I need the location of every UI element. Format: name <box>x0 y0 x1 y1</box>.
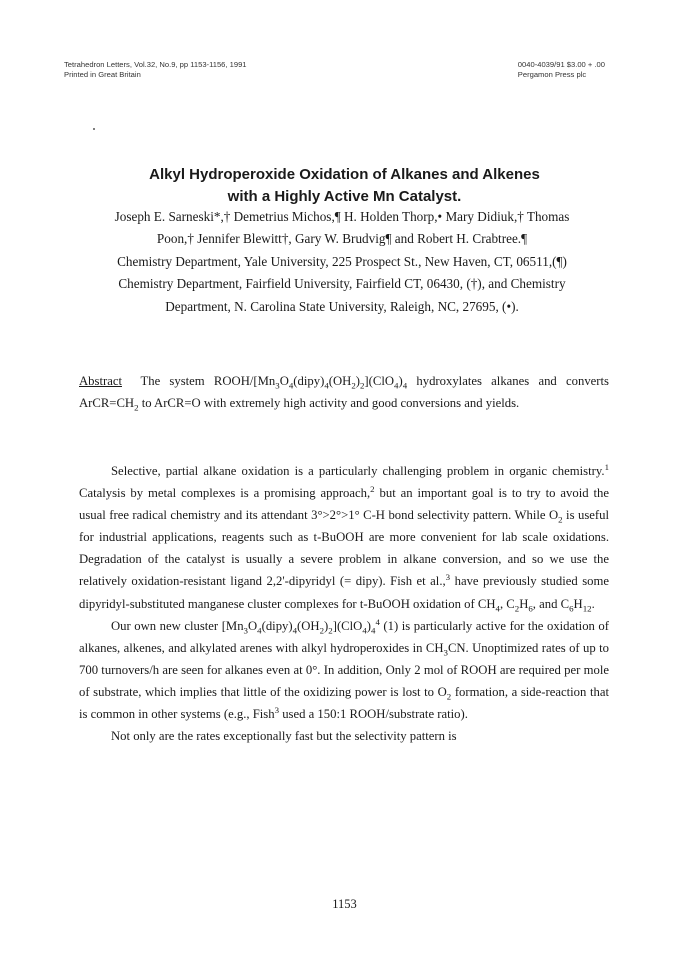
subscript: 3 <box>443 647 448 658</box>
abstract-text: The system ROOH/[Mn <box>140 374 276 388</box>
abstract-text: ) <box>355 374 360 388</box>
text-run: have previously studied some dipyridyl-substituted manganese cluster complexes for t-BuOOH oxidation of CH <box>79 574 609 611</box>
abstract-text: (OH <box>328 374 352 388</box>
text-run: CN. Unoptimized rates of up to 700 turnovers/h are seen for alkanes even at 0°. In addition, Only 2 mol of ROOH are required per mole of substrate, which implies that little of the oxidizing power is lost to O <box>79 640 609 699</box>
abstract-text: O <box>279 374 289 388</box>
subscript: 12 <box>582 603 592 614</box>
text-run: ) <box>366 618 371 633</box>
text-run: , and C <box>532 596 570 611</box>
text-run: Not only are the rates exceptionally fast but the selectivity pattern is <box>111 729 457 744</box>
subscript: 4 <box>402 380 408 391</box>
author-line-2: Poon,† Jennifer Blewitt†, Gary W. Brudvig¶ and Robert H. Crabtree.¶ <box>156 231 528 247</box>
subscript: 4 <box>292 625 298 636</box>
paragraph <box>79 615 609 725</box>
subscript: 6 <box>569 603 574 614</box>
subscript: 4 <box>288 380 294 391</box>
affiliation-1: Chemistry Department, Yale University, 225 Prospect St., New Haven, CT, 06511,(¶) <box>117 253 567 269</box>
abstract-text: to ArCR=O with extremely high activity and good conversions and yields. <box>138 396 520 411</box>
reference-marker: 3 <box>445 572 451 583</box>
abstract-heading: Abstract <box>79 374 122 388</box>
reference-marker: 2 <box>370 483 375 494</box>
text-run: is particularly active for the oxidation of alkanes, alkenes, and alkylated arenes with alkyl hydroperoxides in CH <box>79 618 610 655</box>
text-run: but an important goal is to try to avoid the usual free radical chemistry and its attendant 3°>2°>1° C-H bond selectivity pattern. While O <box>79 486 609 523</box>
affiliation-3: Department, N. Carolina State University, Raleigh, NC, 27695, (•). <box>165 298 519 314</box>
reference-marker: 4 <box>375 616 380 627</box>
stray-mark <box>93 128 95 130</box>
subscript: 6 <box>528 603 533 614</box>
paragraph <box>79 460 609 615</box>
text-run: Our own new cluster [Mn <box>111 618 244 633</box>
reference-marker: 3 <box>274 704 280 715</box>
text-run: ](ClO <box>332 618 363 633</box>
text-run: , C <box>499 596 515 611</box>
text-run: . <box>591 596 595 611</box>
subscript: 4 <box>362 625 367 636</box>
abstract-text: hydroxylates alkanes and converts ArCR=CH <box>79 374 609 411</box>
subscript: 2 <box>351 380 356 391</box>
subscript: 4 <box>371 625 376 636</box>
text-run: Catalysis by metal complexes is a promising approach, <box>79 486 371 501</box>
subscript: 2 <box>558 514 563 525</box>
body-text <box>79 460 609 747</box>
printed-in-line: Printed in Great Britain <box>64 70 141 79</box>
reference-marker: 1 <box>604 461 609 472</box>
price-code <box>518 60 605 80</box>
author-line-1: Joseph E. Sarneski*,† Demetrius Michos,¶ H. Holden Thorp,• Mary Didiuk,† Thomas <box>114 209 570 224</box>
text-run: used a 150:1 ROOH/substrate ratio). <box>279 707 468 722</box>
abstract-text: (dipy) <box>293 374 325 388</box>
text-run: (OH <box>297 618 320 633</box>
text-run: ) <box>324 618 329 633</box>
abstract <box>79 370 609 415</box>
subscript: 2 <box>359 380 365 391</box>
subscript: 2 <box>328 625 333 636</box>
publisher-line: Pergamon Press plc <box>517 70 587 79</box>
subscript: 4 <box>257 625 262 636</box>
subscript: 2 <box>446 691 452 702</box>
subscript: 4 <box>495 603 500 614</box>
abstract-text: ](ClO <box>364 374 395 388</box>
subscript: 3 <box>243 625 248 636</box>
author-block <box>72 206 612 318</box>
paragraph <box>79 725 609 747</box>
text-run: formation, a side-reaction that is common in other systems (e.g., Fish <box>79 684 609 722</box>
text-run: (dipy) <box>261 618 293 633</box>
affiliation-2: Chemistry Department, Fairfield University, Fairfield CT, 06430, (†), and Chemistry <box>118 276 566 292</box>
text-run: O <box>247 618 258 633</box>
title-line-2: with a Highly Active Mn Catalyst. <box>227 188 462 205</box>
subscript: 4 <box>324 380 329 391</box>
paper-title <box>0 164 689 208</box>
abstract-text: ) <box>398 374 403 388</box>
subscript: 4 <box>394 380 399 391</box>
subscript: 2 <box>319 625 325 636</box>
title-line-1: Alkyl Hydroperoxide Oxidation of Alkanes and Alkenes <box>149 166 540 183</box>
subscript: 2 <box>134 402 139 413</box>
subscript: 2 <box>514 603 520 614</box>
text-run: H <box>519 596 529 611</box>
text-run: Selective, partial alkane oxidation is a particularly challenging problem in organic chemistry. <box>111 464 605 478</box>
page-number: 1153 <box>332 897 357 911</box>
text-run: (1) <box>379 618 399 633</box>
text-run: H <box>573 596 583 611</box>
journal-citation-line: Tetrahedron Letters, Vol.32, No.9, pp 1153-1156, 1991 <box>64 60 247 69</box>
subscript: 3 <box>275 380 280 391</box>
text-run: is useful for industrial applications, reagents such as t-BuOOH are more convenient for lab scale oxidations. Degradation of the catalyst is usually a severe problem in alkane conversion, and so we use the relatively oxidation-resistant ligand 2,2'-dipyridyl (= dipy). Fish et al., <box>79 508 609 589</box>
journal-citation <box>64 60 247 80</box>
price-code-line: 0040-4039/91 $3.00 + .00 <box>517 60 605 69</box>
